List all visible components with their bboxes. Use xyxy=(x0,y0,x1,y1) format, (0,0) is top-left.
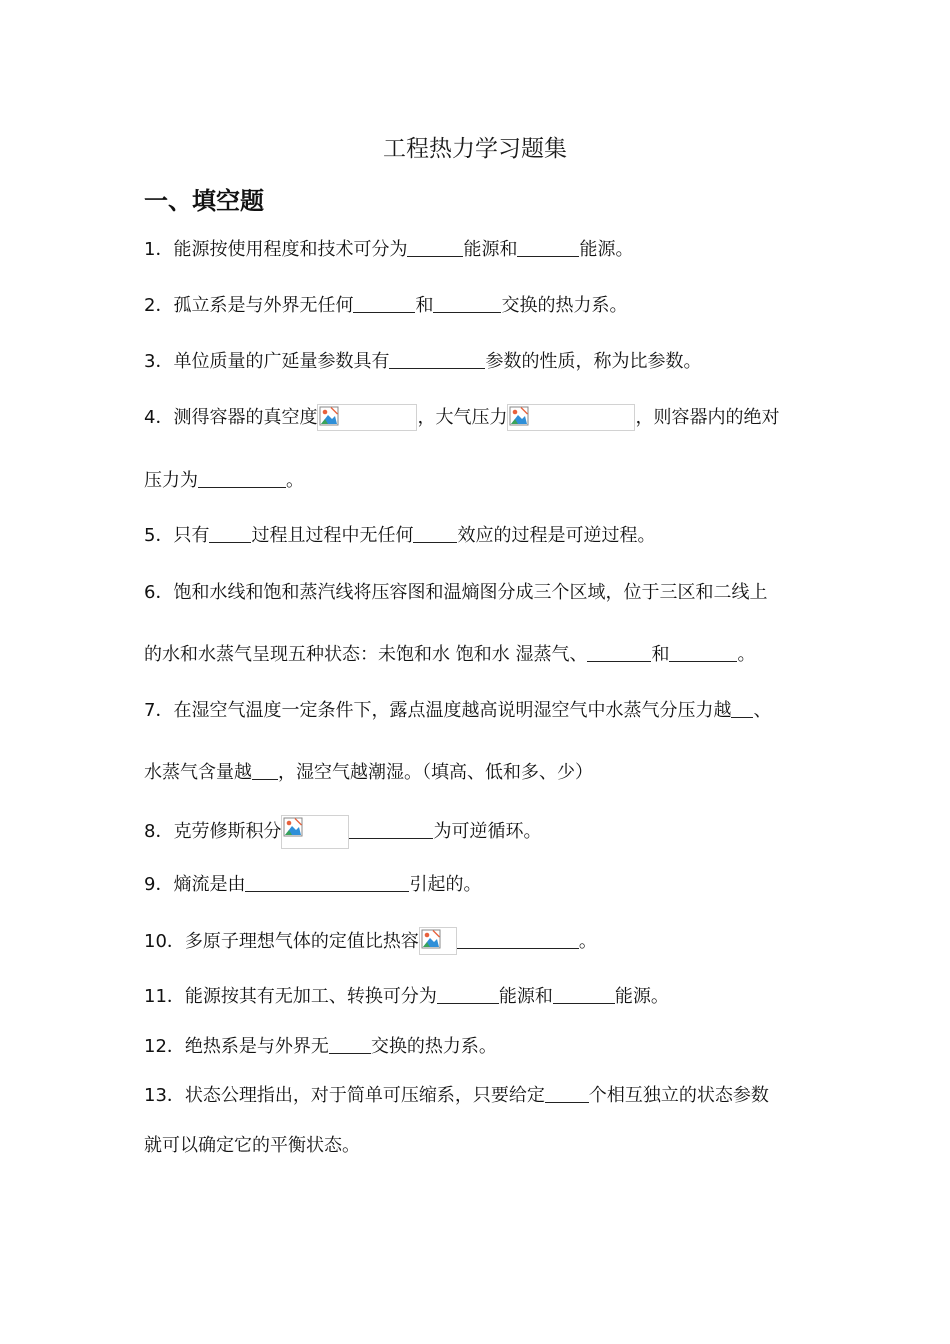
question-number: 10． xyxy=(144,931,185,952)
question-11 xyxy=(144,983,669,1011)
question-text: 参数的性质，称为比参数。 xyxy=(485,351,702,372)
question-number: 4． xyxy=(144,407,174,428)
answer-blank[interactable] xyxy=(553,985,615,1004)
answer-blank[interactable] xyxy=(413,524,457,543)
answer-blank[interactable] xyxy=(517,238,579,257)
formula-image-placeholder xyxy=(507,404,635,431)
question-number: 1． xyxy=(144,239,174,260)
question-6-continued xyxy=(144,641,755,669)
question-text: 。 xyxy=(578,931,597,952)
section-heading: 一、填空题 xyxy=(144,187,264,215)
question-text: 和 xyxy=(651,644,670,665)
question-number: 3． xyxy=(144,351,174,372)
question-13-continued xyxy=(144,1132,360,1160)
question-4-continued xyxy=(144,467,304,495)
question-text: 、 xyxy=(753,700,772,721)
answer-blank[interactable] xyxy=(457,930,579,949)
answer-blank[interactable] xyxy=(433,294,501,313)
question-number: 5． xyxy=(144,525,174,546)
document-title: 工程热力学习题集 xyxy=(383,136,567,162)
answer-blank[interactable] xyxy=(545,1084,589,1103)
question-text: 绝热系是与外界无 xyxy=(184,1036,329,1057)
question-number: 11． xyxy=(144,986,185,1007)
question-text: ，则容器内的绝对 xyxy=(635,407,780,428)
answer-blank[interactable] xyxy=(353,294,415,313)
question-text: 的水和水蒸气呈现五种状态：未饱和水 饱和水 湿蒸气、 xyxy=(144,644,588,665)
question-text: 多原子理想气体的定值比热容 xyxy=(184,931,419,952)
question-text: 就可以确定它的平衡状态。 xyxy=(144,1135,360,1156)
question-number: 9． xyxy=(144,874,174,895)
question-text: 单位质量的广延量参数具有 xyxy=(173,351,390,372)
answer-blank[interactable] xyxy=(587,643,651,662)
question-text: 能源。 xyxy=(614,986,669,1007)
question-text: 测得容器的真空度 xyxy=(173,407,318,428)
question-text: 只有 xyxy=(173,525,210,546)
question-1 xyxy=(144,236,633,264)
answer-blank[interactable] xyxy=(389,350,485,369)
question-8 xyxy=(144,815,541,849)
question-text: ，湿空气越潮湿。（填高、低和多、少） xyxy=(278,762,593,783)
question-text: 交换的热力系。 xyxy=(370,1036,497,1057)
question-6 xyxy=(144,579,767,607)
formula-image-placeholder xyxy=(317,404,417,431)
question-text: 为可逆循环。 xyxy=(433,821,542,842)
answer-blank[interactable] xyxy=(669,643,737,662)
question-text: 个相互独立的状态参数 xyxy=(588,1085,769,1106)
question-number: 6． xyxy=(144,582,174,603)
question-7 xyxy=(144,697,771,725)
question-text: 水蒸气含量越 xyxy=(144,762,252,783)
question-text: 能源。 xyxy=(579,239,634,260)
answer-blank[interactable] xyxy=(252,761,278,780)
formula-image-placeholder xyxy=(281,815,349,849)
broken-image-icon xyxy=(319,406,339,426)
question-text: 状态公理指出，对于简单可压缩系，只要给定 xyxy=(184,1085,545,1106)
answer-blank[interactable] xyxy=(731,699,753,718)
question-text: 孤立系是与外界无任何 xyxy=(173,295,354,316)
question-text: 压力为 xyxy=(144,470,198,491)
broken-image-icon xyxy=(421,929,441,949)
question-5 xyxy=(144,522,655,550)
answer-blank[interactable] xyxy=(407,238,463,257)
question-text: 和 xyxy=(415,295,434,316)
answer-blank[interactable] xyxy=(245,873,409,892)
question-2 xyxy=(144,292,627,320)
question-number: 2． xyxy=(144,295,174,316)
question-text: 能源和 xyxy=(463,239,518,260)
question-13 xyxy=(144,1082,769,1110)
answer-blank[interactable] xyxy=(329,1035,371,1054)
question-text: 饱和水线和饱和蒸汽线将压容图和温熵图分成三个区域，位于三区和二线上 xyxy=(173,582,768,603)
question-text: 。 xyxy=(286,470,304,491)
answer-blank[interactable] xyxy=(349,820,433,839)
question-text: 能源和 xyxy=(498,986,553,1007)
question-7-continued xyxy=(144,759,593,787)
broken-image-icon xyxy=(509,406,529,426)
question-text: ，大气压力 xyxy=(417,407,508,428)
question-3 xyxy=(144,348,701,376)
question-12 xyxy=(144,1033,497,1061)
question-number: 7． xyxy=(144,700,174,721)
question-text: 能源按使用程度和技术可分为 xyxy=(173,239,408,260)
question-10 xyxy=(144,927,597,956)
question-4 xyxy=(144,404,779,432)
question-number: 13． xyxy=(144,1085,185,1106)
question-number: 8． xyxy=(144,821,174,842)
answer-blank[interactable] xyxy=(198,469,286,488)
answer-blank[interactable] xyxy=(437,985,499,1004)
question-text: 过程且过程中无任何 xyxy=(251,525,414,546)
question-text: 能源按其有无加工、转换可分为 xyxy=(184,986,437,1007)
question-number: 12． xyxy=(144,1036,185,1057)
question-text: 熵流是由 xyxy=(173,874,246,895)
question-text: 。 xyxy=(737,644,756,665)
question-9 xyxy=(144,871,481,899)
formula-image-placeholder xyxy=(419,927,457,955)
question-text: 交换的热力系。 xyxy=(501,295,628,316)
broken-image-icon xyxy=(283,817,303,837)
question-text: 引起的。 xyxy=(409,874,482,895)
question-text: 克劳修斯积分 xyxy=(173,821,282,842)
question-text: 效应的过程是可逆过程。 xyxy=(457,525,656,546)
question-text: 在湿空气温度一定条件下，露点温度越高说明湿空气中水蒸气分压力越 xyxy=(173,700,732,721)
answer-blank[interactable] xyxy=(209,524,251,543)
